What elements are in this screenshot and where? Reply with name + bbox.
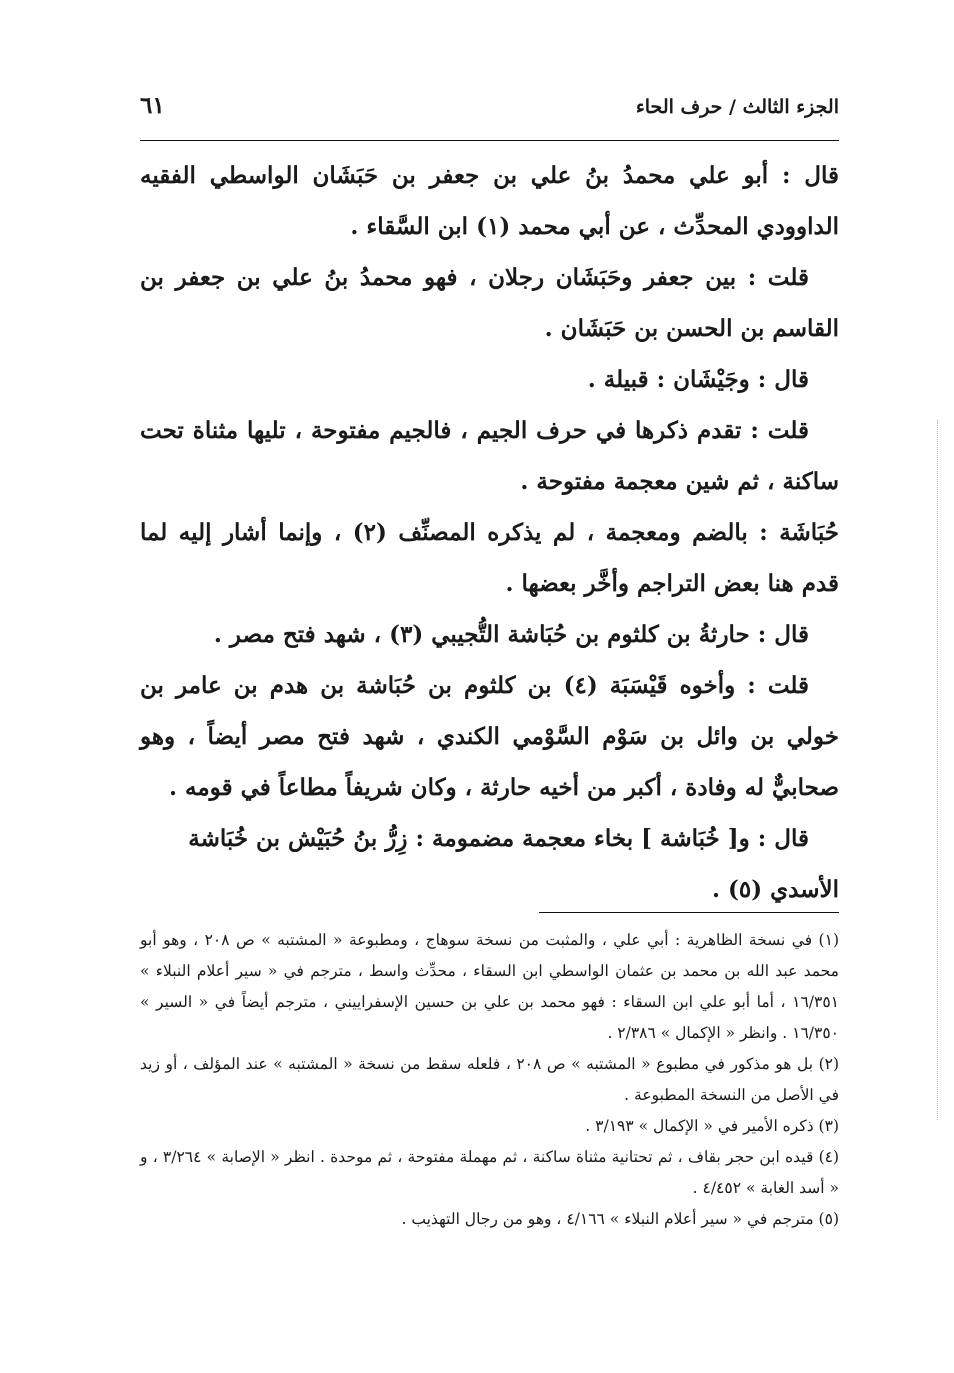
- footnotes: [140, 925, 839, 1235]
- paragraph-heading-entry: حُبَاشَة : بالضم ومعجمة ، لم يذكره المصنِّف (٢) ، وإنما أشار إليه لما قدم هنا بعض التراجم وأخَّر بعضها .: [140, 519, 839, 597]
- footnote: (٤) قيده ابن حجر بقاف ، ثم تحتانية مثناة ساكنة ، ثم مهملة مفتوحة ، ثم موحدة . انظر « الإصابة » ٣/٢٦٤ ، و « أسد الغابة » ٤/٤٥٢ .: [140, 1148, 840, 1197]
- page-header: [140, 92, 839, 132]
- paragraph: قال : أبو علي محمدُ بنُ علي بن جعفر بن حَبَشَان الواسطي الفقيه الداوودي المحدِّث ، عن أبي محمد (١) ابن السَّقاء .: [140, 162, 839, 240]
- scan-margin-dots: [933, 420, 938, 1120]
- header-rule: [140, 140, 839, 141]
- running-head: الجزء الثالث / حرف الحاء: [635, 96, 839, 118]
- footnote: (٥) مترجم في « سير أعلام النبلاء » ٤/١٦٦ ، وهو من رجال التهذيب .: [401, 1210, 839, 1228]
- footnote-separator: [539, 912, 839, 913]
- page-number: ٦١: [140, 92, 165, 119]
- paragraph: قال : حارثةُ بن كلثوم بن حُبَاشة التُّجيبي (٣) ، شهد فتح مصر .: [213, 621, 809, 648]
- paragraph: قلت : وأخوه قَيْسَبَة (٤) بن كلثوم بن حُبَاشة بن هدم بن عامر بن خولي بن وائل بن سَوْم السَّوْمي الكندي ، شهد فتح مصر أيضاً ، وهو صحابيٌّ له وفادة ، أكبر من أخيه حارثة ، وكان شريفاً مطاعاً في قومه .: [140, 672, 839, 801]
- paragraph: قال : و[ خُبَاشة ] بخاء معجمة مضمومة : زِرُّ بنُ حُبَيْش بن خُبَاشة الأسدي (٥) .: [188, 825, 839, 903]
- paragraph: قال : وجَيْشَان : قبيلة .: [587, 366, 809, 393]
- paragraph: قلت : بين جعفر وحَبَشَان رجلان ، فهو محمدُ بنُ علي بن جعفر بن القاسم بن الحسن بن حَبَشَان .: [140, 264, 839, 342]
- footnote: (٣) ذكره الأمير في « الإكمال » ٣/١٩٣ .: [585, 1117, 839, 1135]
- footnote: (١) في نسخة الظاهرية : أبي علي ، والمثبت من نسخة سوهاج ، ومطبوعة « المشتبه » ص ٢٠٨ ، وهو أبو محمد عبد الله بن محمد بن عثمان الواسطي ابن السقاء ، محدِّث واسط ، مترجم في « سير أعلام النبلاء » ١٦/٣٥١ ، أما أبو علي ابن السقاء : فهو محمد بن علي بن حسين الإسفراييني ، مترجم أيضاً في « السير » ١٦/٣٥٠ . وانظر « الإكمال » ٢/٣٨٦ .: [140, 931, 839, 1042]
- main-text: [140, 150, 839, 915]
- footnote: (٢) بل هو مذكور في مطبوع « المشتبه » ص ٢٠٨ ، فلعله سقط من نسخة « المشتبه » عند المؤلف ، أو زيد في الأصل من النسخة المطبوعة .: [140, 1055, 840, 1104]
- paragraph: قلت : تقدم ذكرها في حرف الجيم ، فالجيم مفتوحة ، تليها مثناة تحت ساكنة ، ثم شين معجمة مفتوحة .: [140, 417, 839, 495]
